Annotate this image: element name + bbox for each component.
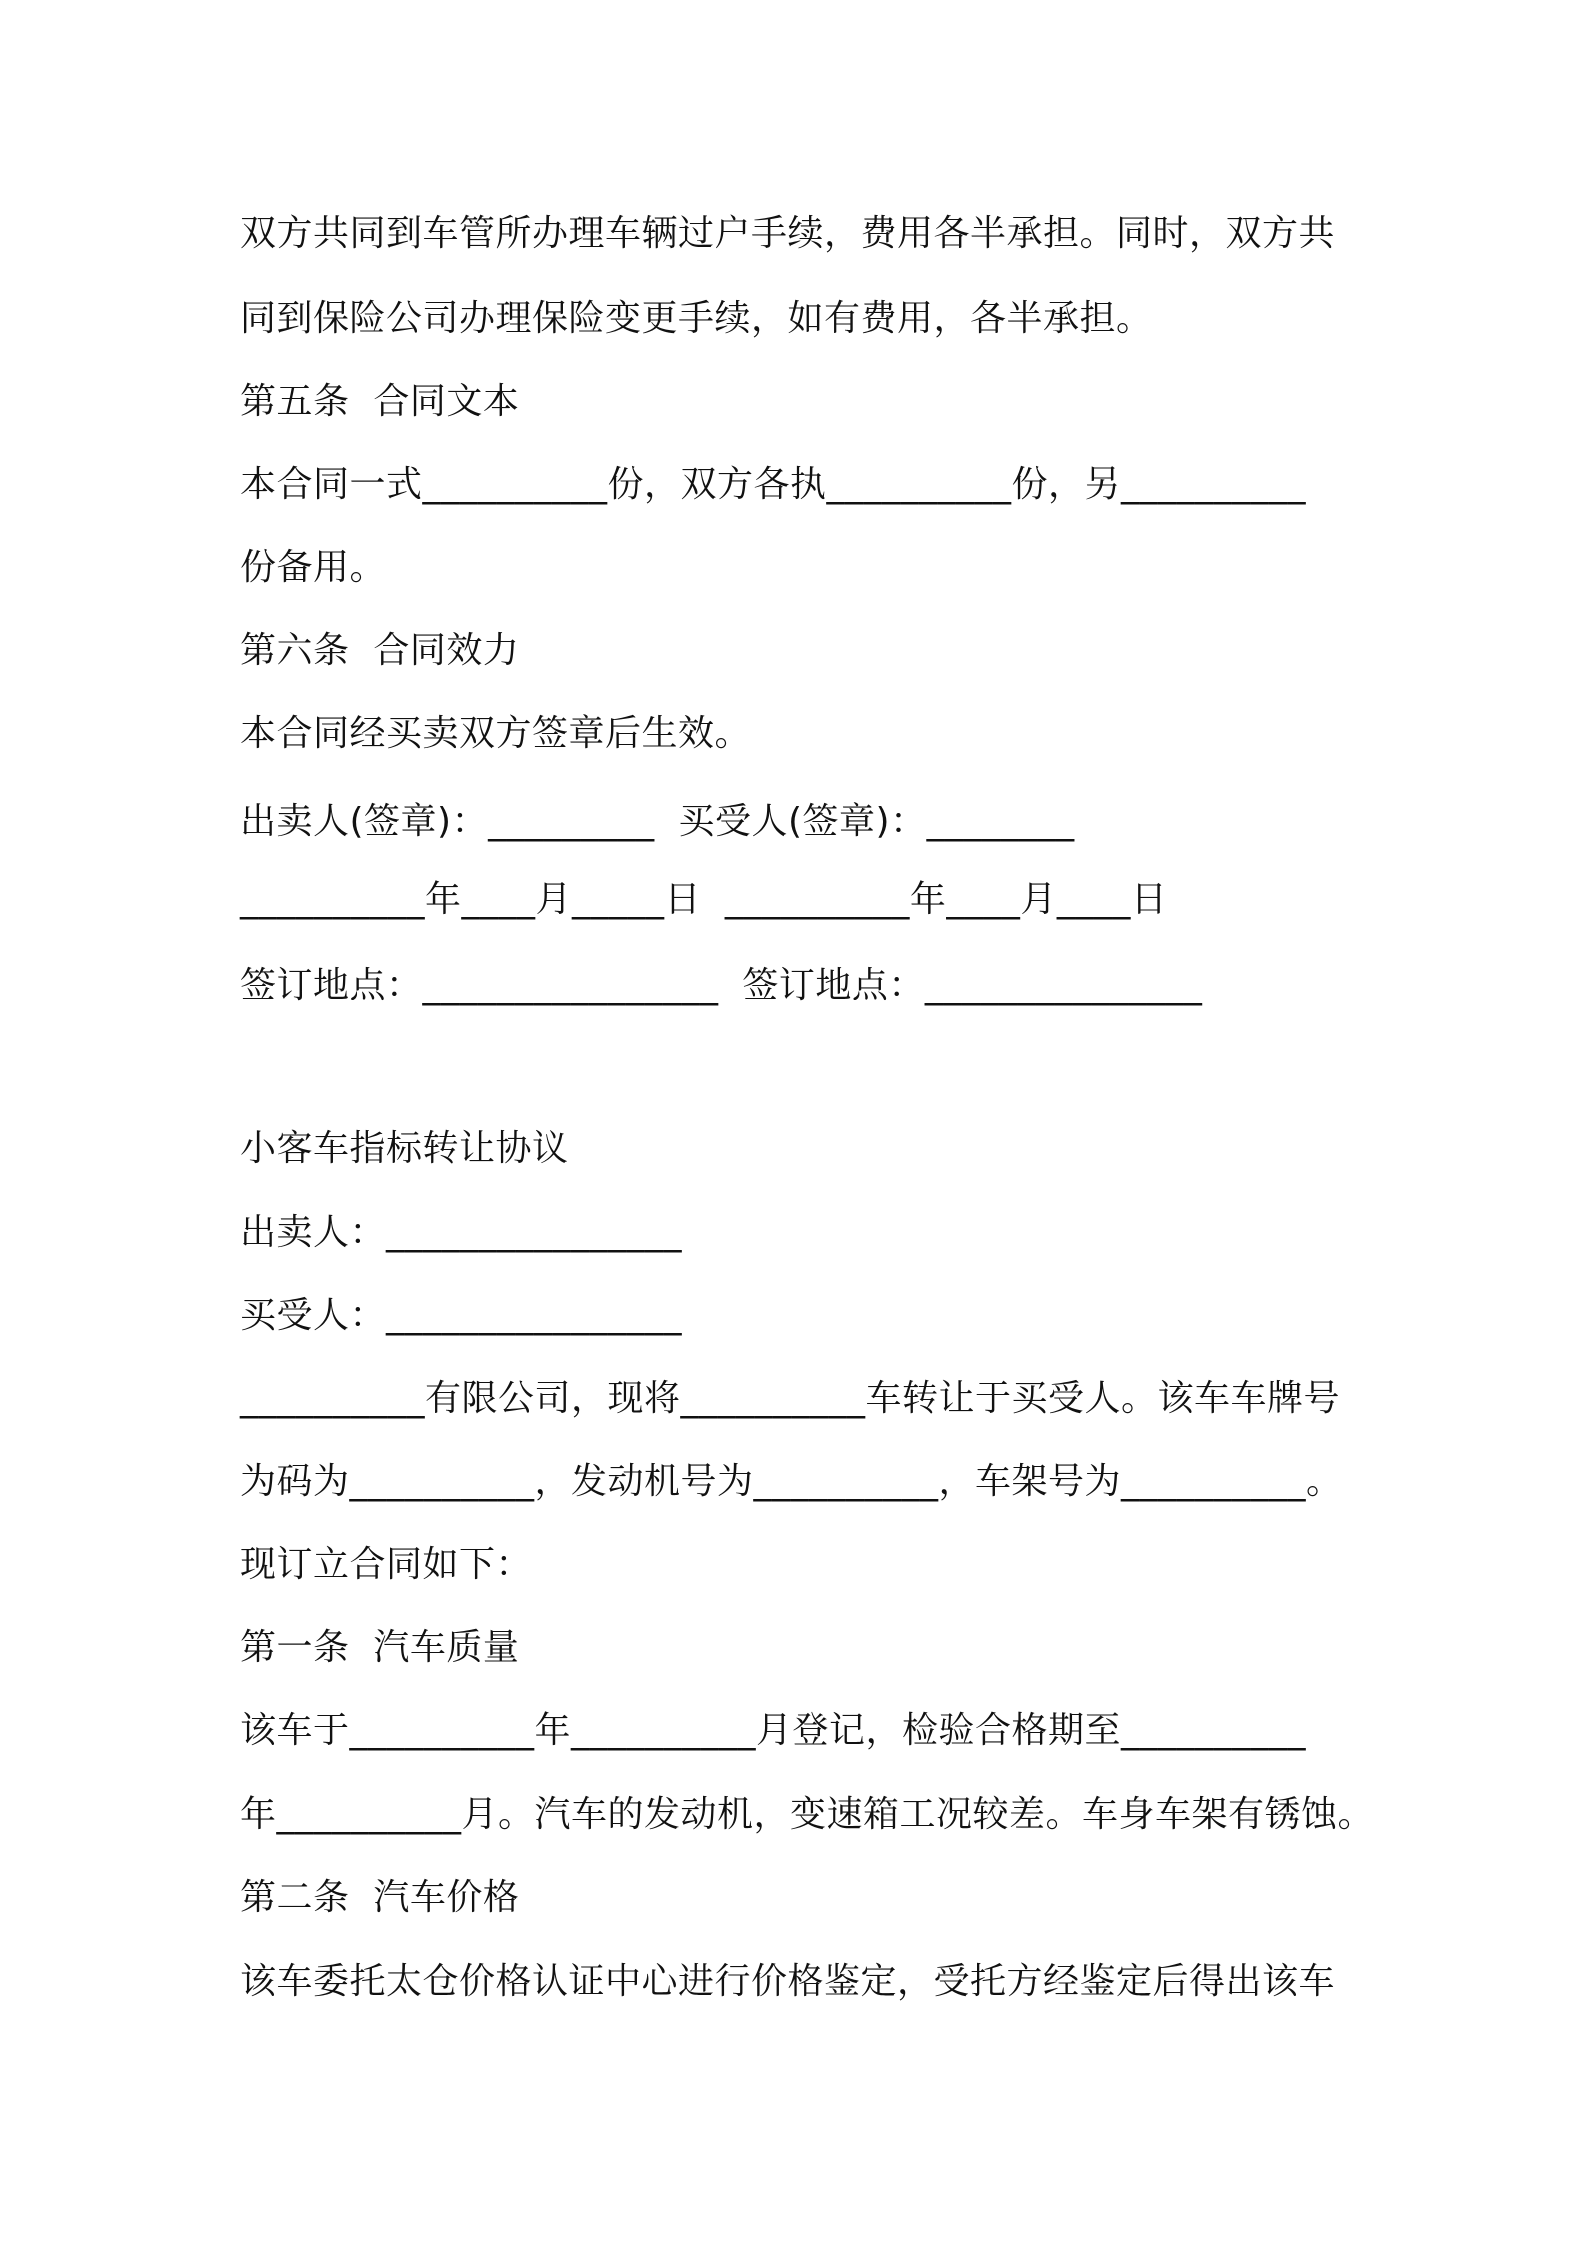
- heading-article-5: 第五条 合同文本: [240, 381, 520, 422]
- heading-article-6: 第六条 合同效力: [240, 630, 520, 671]
- paragraph-intro-line-2: 为码为__________，发动机号为__________，车架号为__________。: [240, 1461, 1343, 1502]
- heading-article-1: 第一条 汽车质量: [240, 1627, 520, 1668]
- paragraph-price-line-1: 该车委托太仓价格认证中心进行价格鉴定，受托方经鉴定后得出该车: [240, 1961, 1336, 2002]
- heading-article-2: 第二条 汽车价格: [240, 1877, 520, 1918]
- paragraph-quality-line-1: 该车于__________年__________月登记，检验合格期至__________: [240, 1710, 1307, 1751]
- signing-location-line: 签订地点：________________ 签订地点：_______________: [240, 965, 1203, 1006]
- seller-line: 出卖人：________________: [240, 1212, 683, 1253]
- paragraph-copies-line-1: 本合同一式__________份，双方各执__________份，另__________: [240, 464, 1307, 505]
- document-title: 小客车指标转让协议: [240, 1128, 569, 1169]
- paragraph-quality-line-2: 年__________月。汽车的发动机，变速箱工况较差。车身车架有锈蚀。: [240, 1794, 1375, 1835]
- paragraph-copies-line-2: 份备用。: [240, 547, 387, 588]
- buyer-line: 买受人：________________: [240, 1295, 683, 1336]
- paragraph-transfer-procedure-line-2: 同到保险公司办理保险变更手续，如有费用，各半承担。: [240, 298, 1153, 339]
- paragraph-effectiveness: 本合同经买卖双方签章后生效。: [240, 713, 752, 754]
- paragraph-intro-line-3: 现订立合同如下：: [240, 1544, 533, 1585]
- date-line: __________年____月_____日 __________年____月____日: [240, 879, 1168, 920]
- signature-line: 出卖人(签章)：_________ 买受人(签章)：________: [240, 801, 1075, 842]
- paragraph-intro-line-1: __________有限公司，现将__________车转让于买受人。该车车牌号: [240, 1378, 1341, 1419]
- paragraph-transfer-procedure-line-1: 双方共同到车管所办理车辆过户手续，费用各半承担。同时，双方共: [240, 213, 1336, 254]
